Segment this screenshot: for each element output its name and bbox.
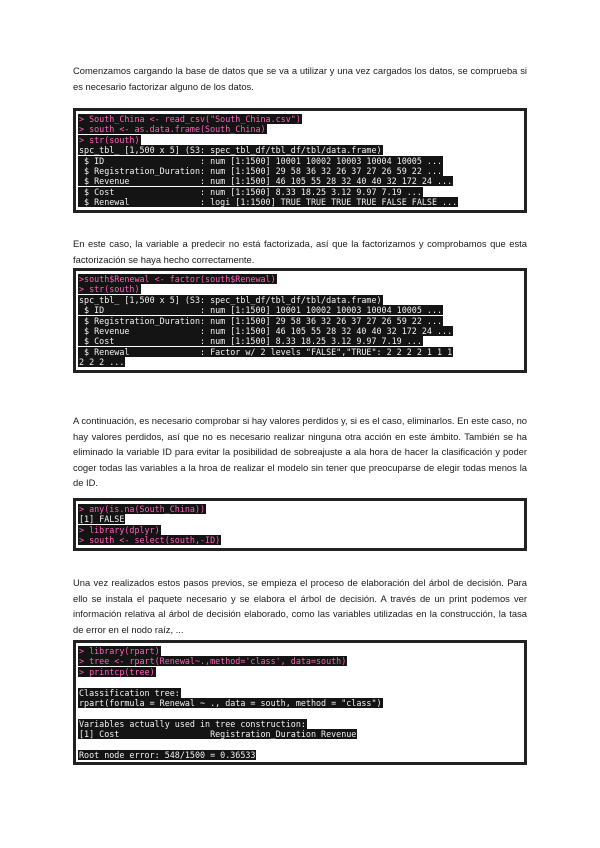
console-line-text: > south <- as.data.frame(South_China) [79,124,266,135]
console-line [78,698,522,708]
console-line-text: $ Revenue : num [1:1500] 46 105 55 28 32 40 40 32 172 24 ... [79,325,453,336]
console-line [78,656,522,666]
console-line-text: $ Renewal : Factor w/ 2 levels "FALSE","TRUE": 2 2 2 2 1 1 1 [79,346,453,357]
console-line [78,667,522,677]
console-line-text: > str(south) [79,134,140,145]
console-line [78,166,522,176]
r-console-missing-values [73,498,527,551]
console-line-text [78,677,80,687]
factorize-paragraph: En este caso, la variable a predecir no está factorizada, así que la factorizamos y comprobamos que esta factorización se haya hecho correctamente. [73,238,527,265]
r-console-factorize [73,268,527,373]
console-line-text: > str(south) [79,284,140,295]
console-line [78,305,522,315]
console-line [78,145,522,155]
console-line-text: > any(is.na(South_China)) [79,504,206,514]
console-line-text: spc_tbl_ [1,500 x 5] (S3: spec_tbl_df/tbl_df/tbl/data.frame) [79,145,382,156]
console-line [78,135,522,145]
console-line-text: rpart(formula = Renewal ~ ., data = south, method = "class") [79,697,382,708]
console-line [78,274,522,284]
console-line [78,719,522,729]
console-line-text: $ Registration_Duration: num [1:1500] 29 58 36 32 26 37 27 26 59 22 ... [79,315,443,326]
console-line [78,295,522,305]
console-line [78,284,522,294]
r-console-decision-tree [73,640,527,765]
console-line-text: > library(rpart) [79,646,160,656]
console-line-text: $ Revenue : num [1:1500] 46 105 55 28 32 40 40 32 172 24 ... [79,176,453,187]
missing-values-paragraph: A continuación, es necesario comprobar si hay valores perdidos y, si es el caso, eliminarlos. En este caso, no hay valores perdidos, así que no es necesario realizar ninguna otra acción en este ámbito. También se ha eliminado la variable ID para evitar la posibilidad de sobreajuste a ala hora de hacer la clasificación y poder coger todas las variables a la hroa de realizar el modelo sin tener que preocuparse de elegir todas menos la de ID. [73,415,527,488]
console-line-text: [1] FALSE [79,514,125,525]
console-line [78,514,522,524]
console-line [78,114,522,124]
console-line-text: Root node error: 548/1500 = 0.36533 [79,749,256,760]
console-line [78,357,522,367]
r-console-load-data [73,108,527,213]
console-line [78,156,522,166]
decision-tree-paragraph: Una vez realizados estos pasos previos, se empieza el proceso de elaboración del árbol de decisión. Para ello se instala el paquete necesario y se elabora el árbol de decisión. A través de un print podemos ver información relativa al árbol de decisión elaborado, como las variables utilizadas en la construcción, la tasa de error en el nodo raíz, ... [73,577,527,635]
console-line-text: $ Renewal : logi [1:1500] TRUE TRUE TRUE TRUE FALSE FALSE ... [79,197,458,208]
console-line [78,316,522,326]
console-line [78,708,522,718]
console-line [78,504,522,514]
console-line [78,535,522,545]
console-line [78,688,522,698]
console-line [78,176,522,186]
console-line-text: $ Cost : num [1:1500] 8.33 18.25 3.12 9.97 7.19 ... [79,186,422,197]
console-line-text: $ Cost : num [1:1500] 8.33 18.25 3.12 9.97 7.19 ... [79,336,422,347]
console-line-text: 2 2 2 ... [79,357,125,368]
console-line [78,646,522,656]
console-line-text [78,708,80,718]
console-line [78,326,522,336]
console-line-text: $ ID : num [1:1500] 10001 10002 10003 10004 10005 ... [79,305,443,316]
console-line-text: > South_China <- read_csv("South_China.csv") [79,114,301,124]
console-line-text: > south <- select(south,-ID) [79,535,221,546]
console-line [78,347,522,357]
console-line-text: > tree <- rpart(Renewal~.,method='class', data=south) [79,656,347,667]
console-line [78,740,522,750]
console-line-text: >south$Renewal <- factor(south$Renewal) [79,274,276,284]
console-line [78,677,522,687]
console-line [78,197,522,207]
console-line-text: Classification tree: [79,687,180,698]
console-line [78,336,522,346]
console-line-text: > printcp(tree) [79,666,155,677]
console-line-text [78,740,80,750]
console-line-text: spc_tbl_ [1,500 x 5] (S3: spec_tbl_df/tbl_df/tbl/data.frame) [79,294,382,305]
intro-paragraph: Comenzamos cargando la base de datos que se va a utilizar y una vez cargados los datos, se comprueba si es necesario factorizar alguno de los datos. [73,65,527,92]
console-line [78,729,522,739]
console-line [78,187,522,197]
console-line [78,750,522,760]
console-line-text: $ Registration_Duration: num [1:1500] 29 58 36 32 26 37 27 26 59 22 ... [79,165,443,176]
console-line-text: Variables actually used in tree construction: [79,718,306,729]
console-line-text: $ ID : num [1:1500] 10001 10002 10003 10004 10005 ... [79,155,443,166]
console-line [78,525,522,535]
console-line-text: > library(dplyr) [79,524,160,535]
console-line [78,124,522,134]
console-line-text: [1] Cost Registration_Duration Revenue [79,729,357,740]
